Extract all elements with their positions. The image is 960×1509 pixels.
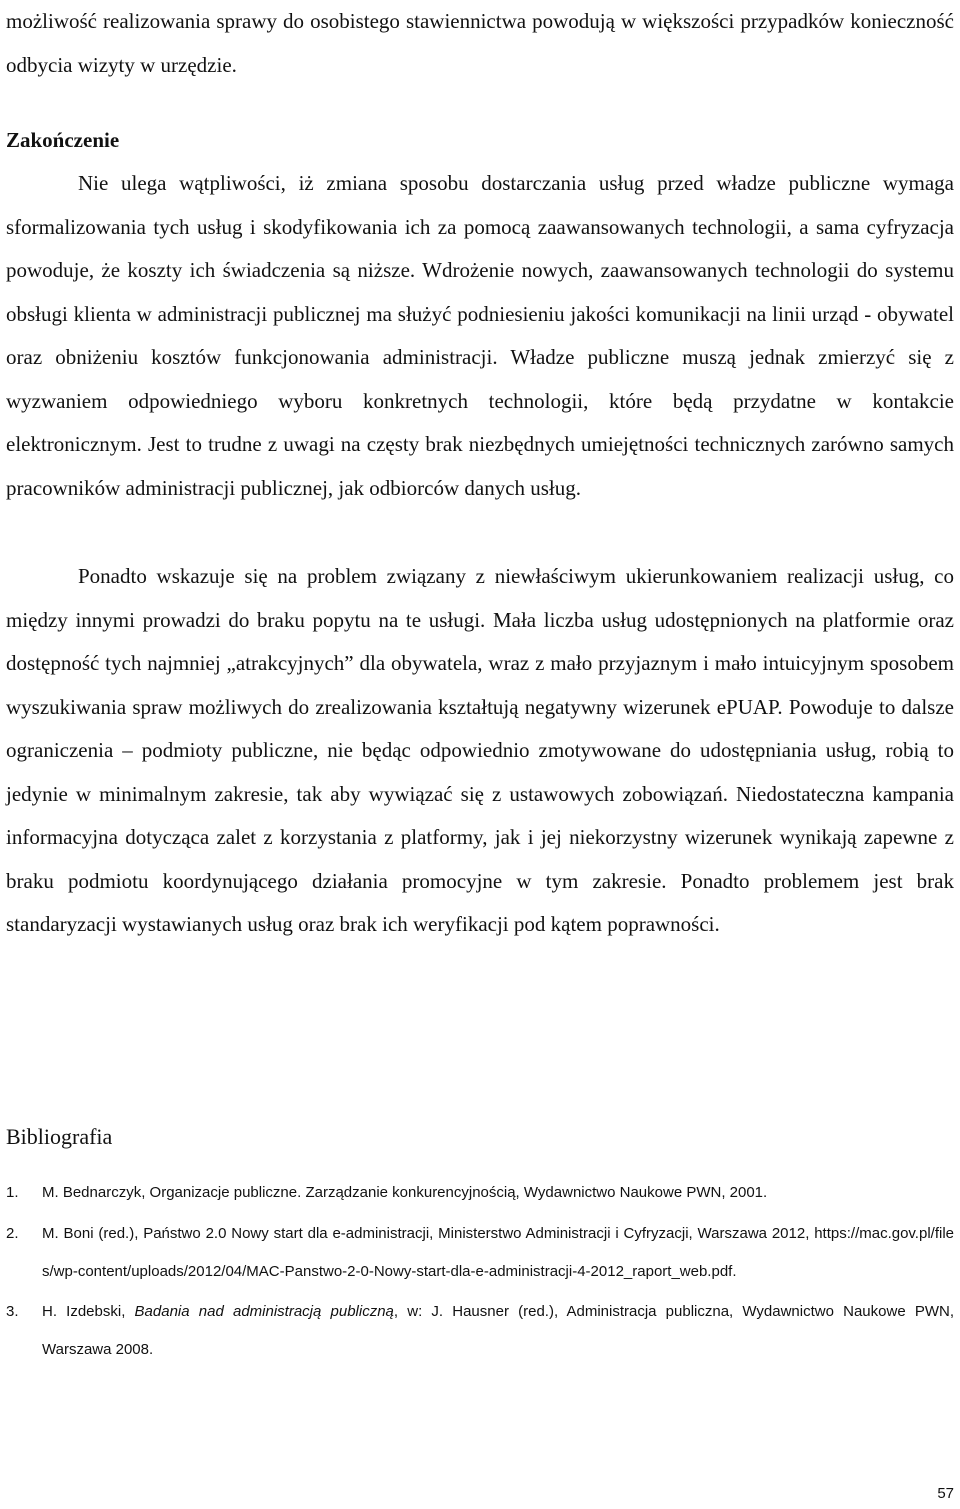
item-number: 1. (6, 1184, 19, 1201)
item-text: M. Bednarczyk, Organizacje publiczne. Zarządzanie konkurencyjnością, Wydawnictwo Naukowe PWN, 2001. (42, 1184, 768, 1201)
item-title: Badania nad administracją publiczną (134, 1302, 394, 1320)
conclusion-paragraph-1: Nie ulega wątpliwości, iż zmiana sposobu dostarczania usług przed władze publiczne wymaga sformalizowania tych usług i skodyfikowania ich za pomocą zaawansowanych technologii, a sama cyfryzacja powoduje, że koszty ich świadczenia są niższe. Wdrożenie nowych, zaawansowanych technologii do systemu obsługi klienta w administracji publicznej ma służyć podniesieniu jakości komunikacji na linii urząd - obywatel oraz obniżeniu kosztów funkcjonowania administracji. Władze publiczne muszą jednak zmierzyć się z wyzwaniem odpowiedniego wyboru konkretnych technologii, które będą przydatne w kontakcie elektronicznym. Jest to trudne z uwagi na częsty brak niezbędnych umiejętności technicznych zarówno samych pracowników administracji publicznej, jak odbiorców danych usług. (6, 171, 954, 500)
bibliography-item (6, 1174, 954, 1213)
continued-paragraph: możliwość realizowania sprawy do osobistego stawiennictwa powodują w większości przypadków konieczność odbycia wizyty w urzędzie. (6, 9, 954, 77)
item-text: M. Boni (red.), Państwo 2.0 Nowy start dla e-administracji, Ministerstwo Administracji i Cyfryzacji, Warszawa 2012, https://mac.gov.pl/files/wp-content/uploads/2012/04/MAC-Panstwo-2-0-Nowy-start-dla-e-administracji-4-2012_raport_web.pdf. (42, 1224, 954, 1280)
bibliography-list (6, 1174, 954, 1370)
page-number: 57 (937, 1485, 954, 1502)
item-number: 2. (6, 1224, 19, 1242)
conclusion-paragraph-2: Ponadto wskazuje się na problem związany z niewłaściwym ukierunkowaniem realizacji usług, co między innymi prowadzi do braku popytu na te usługi. Mała liczba usług udostępnionych na platformie oraz dostępność tych najmniej „atrakcyjnych” dla obywatela, wraz z mało przyjaznym i mało intuicyjnym sposobem wyszukiwania spraw możliwych do zrealizowania kształtują negatywny wizerunek ePUAP. Powoduje to dalsze ograniczenia – podmioty publiczne, nie będąc odpowiednio zmotywowane do udostępniania usług, robią to jedynie w minimalnym zakresie, tak aby wywiązać się z ustawowych zobowiązań. Niedostateczna kampania informacyjna dotycząca zalet z korzystania z platformy, jak i jej niekorzystny wizerunek wynikają zapewne z braku podmiotu koordynującego działania promocyjne w tym zakresie. Ponadto problemem jest brak standaryzacji wystawianych usług oraz brak ich weryfikacji pod kątem poprawności. (6, 564, 954, 936)
bibliography-heading: Bibliografia (6, 1124, 113, 1149)
section-heading-conclusion: Zakończenie (6, 128, 120, 152)
item-author: H. Izdebski, (42, 1302, 135, 1320)
item-rest: , w: J. Hausner (red.), Administracja publiczna, Wydawnictwo Naukowe PWN, Warszawa 2008. (42, 1302, 954, 1358)
bibliography-item (6, 1215, 954, 1292)
bibliography-item (6, 1293, 954, 1370)
item-number: 3. (6, 1302, 19, 1320)
